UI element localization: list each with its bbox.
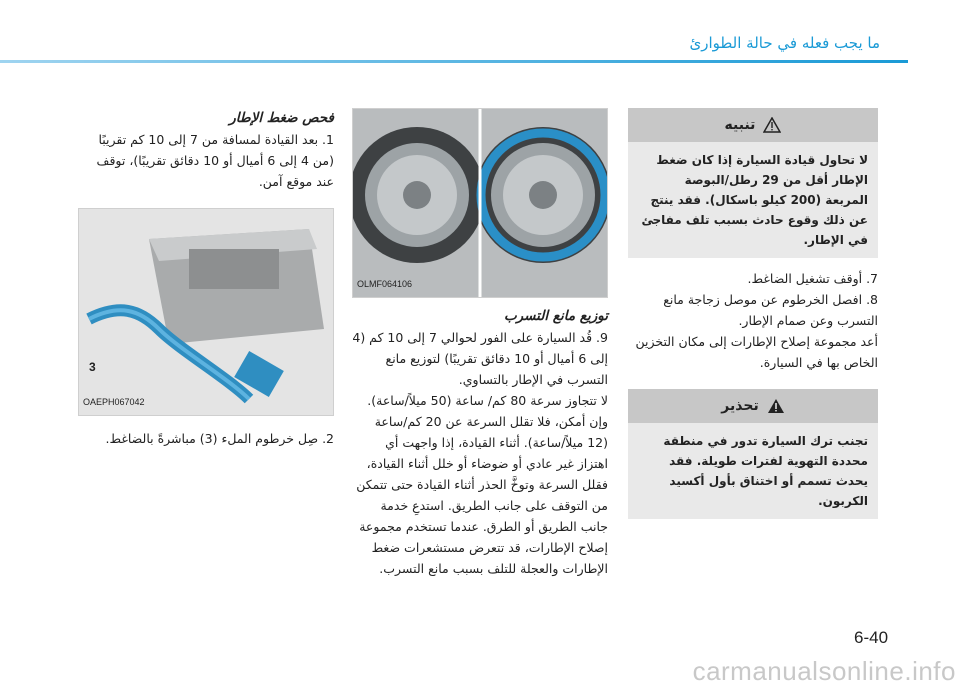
speed-limit-note: لا تتجاوز سرعة 80 كم/ ساعة (50 ميلاً/ساعة). [367,393,608,408]
photo-code: OLMF064106 [357,279,413,289]
right-column [628,108,878,529]
step-1: 1. بعد القيادة لمسافة من 7 إلى 10 كم تقريبًا (من 4 إلى 6 أميال أو 10 دقائق تقريبًا)، توقف عند موقع آمن. [96,132,334,189]
watermark: carmanualsonline.info [692,656,956,686]
step-8-continued: أعد مجموعة إصلاح الإطارات إلى مكان التخزين الخاص بها في السيارة. [635,334,878,370]
section-heading-sealant: توزيع مانع التسرب [503,308,608,324]
page-section-title: ما يجب فعله في حالة الطوارئ [689,34,880,52]
warning-label: تحذير [721,397,759,414]
page-number: 6-40 [854,628,889,647]
driving-caution-note: وإن أمكن، فلا تقلل السرعة عن 20 كم/ساعة (12 ميلاً/ساعة). أثناء القيادة، إذا واجهت أي اهتزاز غير عادي أو ضوضاء أو خلل أثناء القيادة، فقلل السرعة وتوخَّ الحذر أثناء القيادة حتى تتمكن من التوقف على جانب الطريق. استدعِ خدمة جانب الطريق أو الطرق. عندما تستخدم مجموعة إصلاح الإطارات، قد تتعرض مستشعرات ضغط الإطارات والعجلة للتلف بسبب مانع التسرب. [356,414,608,576]
warning-box-header [628,389,878,423]
step-8: 8. افصل الخرطوم عن موصل زجاجة مانع التسرب وعن صمام الإطار. [663,292,878,328]
caution-text: لا تحاول قيادة السيارة إذا كان ضغط الإطار أقل من 29 رطل/البوصة المربعة (200 كيلو باسكال). فقد ينتج عن ذلك وقوع حادث بسبب تلف مفاجئ في الإطار. [628,142,878,258]
caution-triangle-icon [763,117,781,133]
photo-callout-number: 3 [89,360,96,374]
warning-text: تجنب ترك السيارة تدور في منطقة محددة التهوية لفترات طويلة. فقد يحدث تسمم أو اختناق بأول أكسيد الكربون. [628,423,878,519]
photo-code: OAEPH067042 [83,397,145,407]
section-heading-pressure: فحص ضغط الإطار [229,110,334,126]
step-9: 9. قُد السيارة على الفور لحوالي 7 إلى 10 كم (4 إلى 6 أميال أو 10 دقائق تقريبًا) لتوزيع مانع التسرب في الإطار بالتساوي. [352,330,608,387]
compressor-illustration [79,209,333,415]
header-rule [0,60,908,63]
warning-triangle-icon [767,398,785,414]
left-column [76,108,334,449]
tire-sealant-photo [352,108,608,298]
caution-label: تنبيه [724,116,756,133]
compressor-photo [78,208,334,416]
caution-box-header [628,108,878,142]
step-7: 7. أوقف تشغيل الضاغط. [747,271,878,286]
step-2: 2. صِل خرطوم الملء (3) مباشرةً بالضاغط. [105,431,334,446]
right-steps [628,268,878,373]
middle-column [352,108,608,579]
tire-sealant-illustration [353,109,607,297]
